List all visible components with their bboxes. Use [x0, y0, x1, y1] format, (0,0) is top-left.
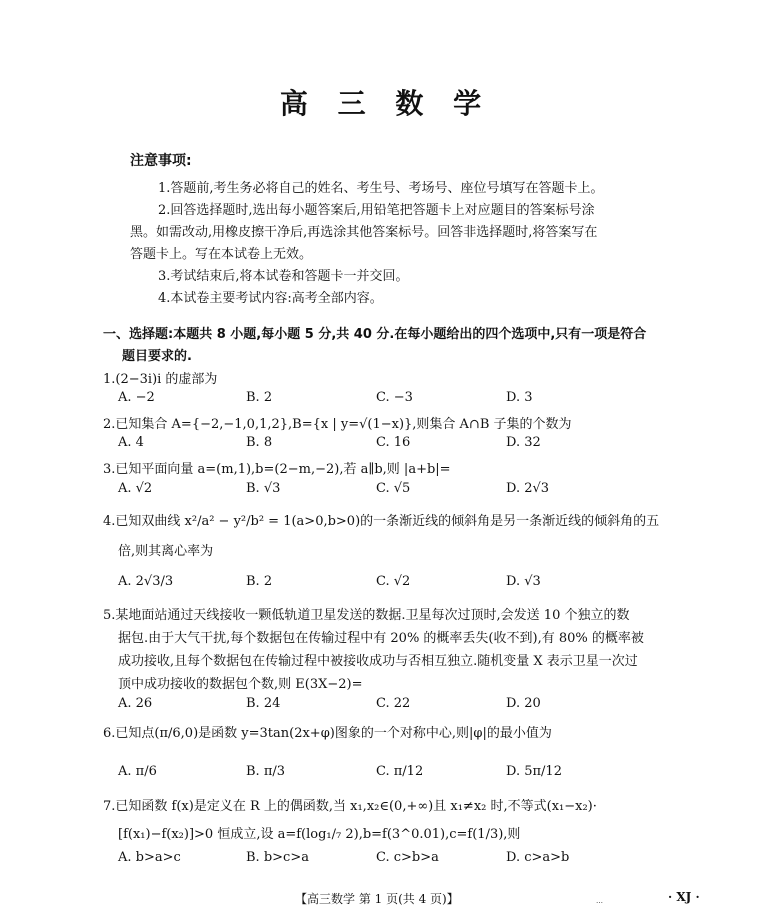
notice-line-5: 3.考试结束后,将本试卷和答题卡一并交回。	[158, 269, 409, 284]
question-4-option-b: B. 2	[246, 574, 273, 589]
question-5-option-d: D. 20	[506, 696, 541, 711]
question-3-option-d: D. 2√3	[506, 481, 550, 496]
question-1-stem: 1.(2−3i)i 的虚部为	[103, 372, 218, 387]
question-5-stem-cont-1: 据包.由于大气干扰,每个数据包在传输过程中有 20% 的概率丢失(收不到),有 80% 的概率被	[118, 631, 644, 646]
question-1-option-d: D. 3	[506, 390, 533, 405]
notice-line-3: 黑。如需改动,用橡皮擦干净后,再选涂其他答案标号。回答非选择题时,将答案写在	[130, 225, 598, 240]
section-heading: 一、选择题:本题共 8 小题,每小题 5 分,共 40 分.在每小题给出的四个选项中,只有一项是符合	[103, 327, 647, 342]
question-3-option-b: B. √3	[246, 481, 281, 496]
question-5-stem-cont-3: 顶中成功接收的数据包个数,则 E(3X−2)=	[118, 677, 363, 692]
footer-mark: · XJ ·	[668, 890, 700, 904]
question-3-stem: 3.已知平面向量 a=(m,1),b=(2−m,−2),若 a∥b,则 |a+b|=	[103, 462, 451, 477]
question-3-option-a: A. √2	[118, 481, 153, 496]
question-4-option-c: C. √2	[376, 574, 411, 589]
question-2-stem: 2.已知集合 A={−2,−1,0,1,2},B={x | y=√(1−x)},则集合 A∩B 子集的个数为	[103, 417, 572, 432]
question-6-option-a: A. π/6	[118, 764, 157, 779]
question-3-option-c: C. √5	[376, 481, 411, 496]
question-7-option-c: C. c>b>a	[376, 850, 439, 865]
question-6-option-b: B. π/3	[246, 764, 286, 779]
question-4-stem-cont: 倍,则其离心率为	[118, 544, 214, 559]
question-1-option-a: A. −2	[118, 390, 155, 405]
question-2-option-b: B. 8	[246, 435, 273, 450]
question-4-stem: 4.已知双曲线 x²/a² − y²/b² = 1(a>0,b>0)的一条渐近线的倾斜角是另一条渐近线的倾斜角的五	[103, 514, 660, 529]
page-footer: 【高三数学 第 1 页(共 4 页)】	[295, 892, 459, 906]
question-5-stem-cont-2: 成功接收,且每个数据包在传输过程中被接收成功与否相互独立.随机变量 X 表示卫星一次过	[118, 654, 638, 669]
question-2-option-a: A. 4	[118, 435, 144, 450]
footer-tiny-mark: …	[596, 897, 603, 905]
notice-line-2: 2.回答选择题时,选出每小题答案后,用铅笔把答题卡上对应题目的答案标号涂	[158, 203, 595, 218]
question-1-option-c: C. −3	[376, 390, 413, 405]
notice-line-4: 答题卡上。写在本试卷上无效。	[130, 247, 313, 262]
question-7-option-d: D. c>a>b	[506, 850, 570, 865]
section-heading-cont: 题目要求的.	[122, 349, 192, 364]
question-7-stem: 7.已知函数 f(x)是定义在 R 上的偶函数,当 x₁,x₂∈(0,+∞)且 x₁≠x₂ 时,不等式(x₁−x₂)·	[103, 799, 597, 814]
question-4-option-a: A. 2√3/3	[118, 574, 174, 589]
question-1-option-b: B. 2	[246, 390, 273, 405]
question-5-option-b: B. 24	[246, 696, 281, 711]
question-6-option-d: D. 5π/12	[506, 764, 562, 779]
notice-line-1: 1.答题前,考生务必将自己的姓名、考生号、考场号、座位号填写在答题卡上。	[158, 181, 604, 196]
question-4-option-d: D. √3	[506, 574, 541, 589]
notice-heading: 注意事项:	[130, 153, 192, 169]
question-7-option-a: A. b>a>c	[118, 850, 181, 865]
question-6-stem: 6.已知点(π/6,0)是函数 y=3tan(2x+φ)图象的一个对称中心,则|φ|的最小值为	[103, 726, 552, 741]
question-2-option-d: D. 32	[506, 435, 541, 450]
question-5-option-c: C. 22	[376, 696, 411, 711]
question-2-option-c: C. 16	[376, 435, 411, 450]
question-7-option-b: B. b>c>a	[246, 850, 309, 865]
question-5-stem: 5.某地面站通过天线接收一颗低轨道卫星发送的数据.卫星每次过顶时,会发送 10 个独立的数	[103, 608, 630, 623]
question-7-stem-cont: [f(x₁)−f(x₂)]>0 恒成立,设 a=f(log₁/₇ 2),b=f(3^0.01),c=f(1/3),则	[118, 827, 521, 842]
notice-line-6: 4.本试卷主要考试内容:高考全部内容。	[158, 291, 383, 306]
question-5-option-a: A. 26	[118, 696, 153, 711]
question-6-option-c: C. π/12	[376, 764, 424, 779]
page-title: 高 三 数 学	[279, 87, 492, 120]
